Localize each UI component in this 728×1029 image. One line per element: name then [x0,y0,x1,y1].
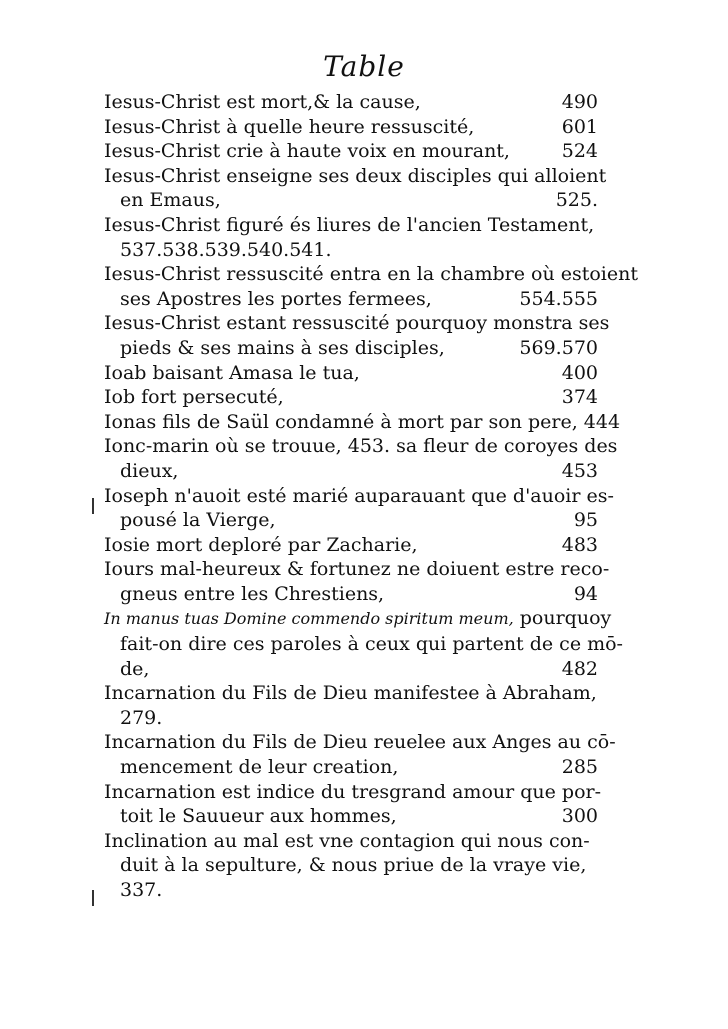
page-number [592,878,598,903]
page-number: 95 [573,509,598,532]
index-entries [104,90,638,903]
entry-line [104,115,598,140]
entry-line [104,829,598,854]
page-number: 601 [561,115,598,138]
entry-text: Incarnation est indice du tresgrand amour que por- [104,780,602,803]
entry-text: Inclination au mal est vne contagion qui nous con- [104,829,590,852]
index-entry [104,311,610,360]
page-number: 400 [561,361,598,384]
entry-line [104,213,598,238]
page-number [623,632,629,657]
entry-continuation-line [104,188,598,213]
index-entry [104,533,598,558]
entry-line [104,730,616,755]
entry-line [104,262,638,287]
page-number [592,853,598,878]
entry-continuation-line [104,287,598,312]
page-title: Table [323,50,405,83]
page-number [597,681,603,706]
page-number [609,311,615,336]
entry-text: Iosie mort deploré par Zacharie, [104,533,418,556]
entry-text: Iesus-Christ enseigne ses deux disciples qui alloient [104,164,607,187]
page-number [592,238,598,263]
page-number [606,164,612,189]
page-number: 453 [561,459,598,482]
entry-text: mencement de leur creation, [120,756,399,779]
entry-text: In manus tuas Domine commendo spiritum meum, pourquoy [104,607,612,630]
index-entry [104,410,621,435]
entry-text: 279. [120,706,163,729]
page-number [617,434,623,459]
entry-line [104,361,598,386]
page-number [614,484,620,509]
entry-text: Incarnation du Fils de Dieu reuelee aux Anges au cō- [104,731,616,754]
entry-continuation-line [104,755,598,780]
entry-line [104,606,612,632]
page-number: 374 [561,386,598,409]
latin-phrase: In manus tuas Domine commendo spiritum meum, [104,609,514,629]
page-number: 444 [583,410,621,433]
entry-text: Ionc-marin où se trouue, 453. sa fleur de coroyes des [104,435,618,458]
index-entry [104,385,598,410]
page-number [594,213,600,238]
entry-line [104,557,610,582]
entry-line [104,410,621,435]
index-entry [104,681,598,730]
entry-continuation-line [104,878,598,903]
entry-line [104,385,598,410]
index-entry [104,139,598,164]
page-number: 94 [573,582,598,605]
entry-line [104,681,598,706]
page-number: 554.555 [519,287,598,310]
entry-line [104,484,614,509]
margin-mark [92,890,94,906]
index-entry [104,730,616,779]
entry-continuation-line [104,459,598,484]
index-entry [104,829,598,903]
entry-continuation-line [104,706,598,731]
page-number: 569.570 [519,336,598,359]
entry-line [104,139,598,164]
entry-continuation-line [104,804,598,829]
index-entry [104,90,598,115]
page-number [592,829,598,854]
page-number [616,730,622,755]
entry-continuation-line [104,336,598,361]
entry-text: en Emaus, [120,189,221,212]
entry-text: Iesus-Christ est mort,& la cause, [104,91,421,113]
page-number [601,780,607,805]
entry-text: Iesus-Christ estant ressuscité pourquoy monstra ses [104,312,610,335]
index-entry [104,606,623,681]
entry-text: 337. [120,879,163,901]
page-number: 482 [561,657,598,680]
entry-text: Iesus-Christ figuré és liures de l'ancien Testament, [104,213,595,236]
entry-continuation-line [104,632,623,657]
index-entry [104,434,618,483]
entry-text: Iours mal-heureux & fortunez ne doiuent estre reco- [104,558,610,581]
entry-line [104,311,610,336]
entry-line [104,533,598,558]
margin-mark [92,498,94,514]
entry-text: duit à la sepulture, & nous priue de la vraye vie, [120,854,587,877]
entry-line [104,164,607,189]
page-number: 483 [561,533,598,556]
entry-text: fait-on dire ces paroles à ceux qui partent de ce mō- [120,633,623,656]
entry-text: toit le Sauueur aux hommes, [120,805,397,828]
index-entry [104,164,607,213]
entry-text: Incarnation du Fils de Dieu manifestee à Abraham, [104,682,597,705]
entry-text: pieds & ses mains à ses disciples, [120,336,445,359]
page-number: 490 [561,91,598,113]
page-number [592,706,598,731]
page-number [638,262,644,287]
entry-continuation-line [104,853,598,878]
index-entry [104,115,598,140]
page-number [609,557,615,582]
entry-text: Ioseph n'auoit esté marié auparauant que d'auoir es- [104,484,614,507]
entry-text: gneus entre les Chrestiens, [120,582,385,605]
entry-text: Iesus-Christ ressuscité entra en la chambre où estoient [104,263,638,286]
page-number: 524 [561,140,598,163]
entry-line [104,434,618,459]
entry-continuation-line [104,657,598,682]
index-entry [104,213,598,262]
entry-text: pousé la Vierge, [120,509,276,532]
entry-text: ses Apostres les portes fermees, [120,287,432,310]
index-entry [104,557,610,606]
index-entry [104,262,638,311]
entry-text: Iesus-Christ à quelle heure ressuscité, [104,115,475,138]
page-number: 300 [561,805,598,828]
page-number: 525. [555,189,598,212]
index-entry [104,361,598,386]
entry-continuation-line [104,238,598,263]
entry-continuation-line [104,582,598,607]
entry-line [104,90,598,115]
page-number [611,606,617,632]
entry-line [104,780,602,805]
entry-text: de, [120,657,150,680]
index-entry [104,484,614,533]
entry-text: Ioab baisant Amasa le tua, [104,361,360,384]
entry-text: Iesus-Christ crie à haute voix en mourant, [104,140,510,163]
page-number: 285 [561,756,598,779]
entry-continuation-line [104,508,598,533]
entry-text: Ionas fils de Saül condamné à mort par son pere, [104,410,578,433]
entry-text: Iob fort persecuté, [104,386,284,409]
index-entry [104,780,602,829]
entry-text: dieux, [120,459,179,482]
entry-text: 537.538.539.540.541. [120,238,332,261]
